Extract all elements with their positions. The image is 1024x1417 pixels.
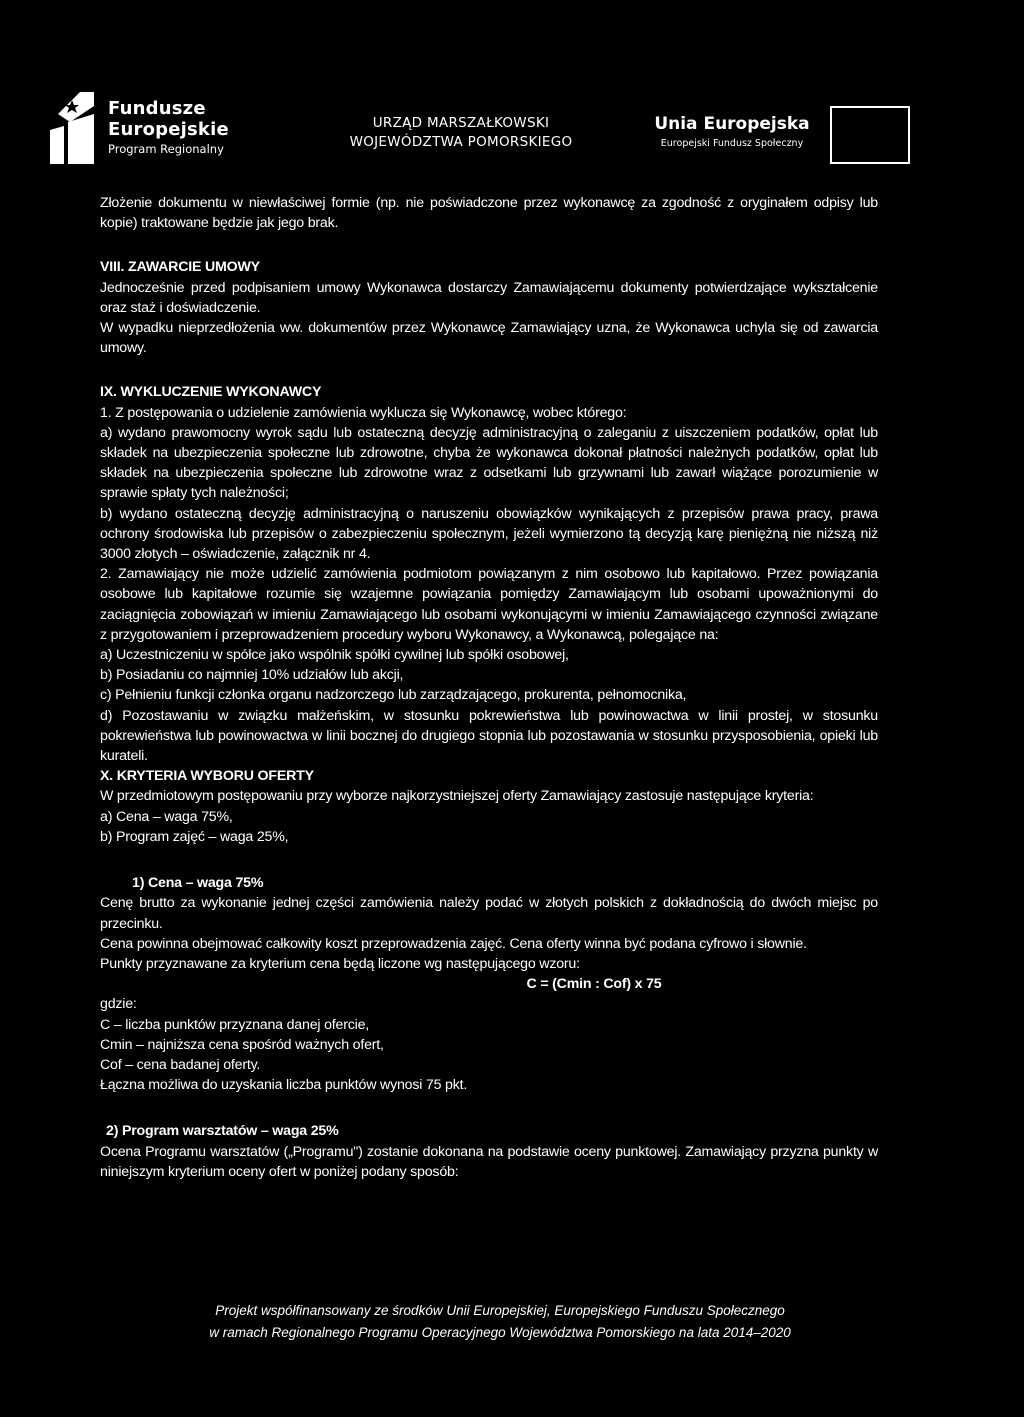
fe-line2: Europejskie [108, 119, 229, 140]
section-9-list-d: d) Pozostawaniu w związku małżeńskim, w stosunku pokrewieństwa lub powinowactwa w linii prostej, w stosunku pokrewieństwa lub powinowactwa w linii bocznej do drugiego stopnia lub pozostawania w stosunku przysposobienia, opieki lub kurateli. [100, 707, 878, 765]
eu-flag-icon [830, 106, 910, 164]
section-9-paragraph-1: 1. Z postępowania o udzielenie zamówienia wyklucza się Wykonawcę, wobec którego: [100, 404, 627, 421]
section-10-title: X. KRYTERIA WYBORU OFERTY [100, 768, 314, 785]
criterion-1-definition-c: C – liczba punktów przyznana danej ofercie, [100, 1016, 369, 1033]
footer-line2: w ramach Regionalnego Programu Operacyjnego Województwa Pomorskiego na lata 2014–2020 [209, 1325, 791, 1340]
criterion-1-paragraph-3: Punkty przyznawane za kryterium cena będą liczone wg następującego wzoru: [100, 955, 580, 972]
ue-title: Unia Europejska [654, 114, 810, 134]
fe-line1: Fundusze [108, 98, 206, 119]
section-9-list-c: c) Pełnieniu funkcji członka organu nadzorczego lub zarządzającego, prokurenta, pełnomocnika, [100, 687, 687, 704]
section-9-title: IX. WYKLUCZENIE WYKONAWCY [100, 384, 322, 401]
section-10-item-b: b) Program zajęć – waga 25%, [100, 828, 289, 845]
section-10-item-a: a) Cena – waga 75%, [100, 808, 233, 825]
page-header [0, 0, 1024, 185]
ue-subtitle: Europejski Fundusz Społeczny [660, 138, 804, 149]
criterion-1-formula: C = (Cmin : Cof) x 75 [526, 976, 662, 993]
criterion-1-definition-cof: Cof – cena badanej oferty. [100, 1056, 261, 1073]
criterion-1-total: Łączna możliwa do uzyskania liczba punktów wynosi 75 pkt. [100, 1077, 468, 1094]
section-9-item-b: b) wydano ostateczną decyzję administracyjną o naruszeniu obowiązków wynikających z przepisów prawa pracy, prawa ochrony środowiska lub przepisów o zabezpieczeniu społecznym, jeżeli wymierzono tą decyzją karę pieniężną nie niższą niż 3000 złotych – oświadczenie, załącznik nr 4. [100, 505, 878, 563]
section-9-paragraph-2: 2. Zamawiający nie może udzielić zamówienia podmiotom powiązanym z nim osobowo lub kapitałowo. Przez powiązania osobowe lub kapitałowe rozumie się wzajemne powiązania pomiędzy Zamawiającym lub osobami upoważnionymi do zaciągnięcia zobowiązań w imieniu Zamawiającego lub osobami wykonującymi w imieniu Zamawiającego czynności związane z przygotowaniem i przeprowadzeniem procedury wyboru Wykonawcy, a Wykonawcą, polegające na: [100, 566, 878, 643]
fe-logo-text [108, 100, 229, 156]
paragraph-document-form: Złożenie dokumentu w niewłaściwej formie (np. nie poświadczone przez wykonawcę za zgodność z oryginałem odpisy lub kopie) traktowane będzie jak jego brak. [100, 195, 878, 232]
urzad-line1: URZĄD MARSZAŁKOWSKI [372, 115, 550, 131]
urzad-line2: WOJEWÓDZTWA POMORSKIEGO [349, 133, 573, 150]
criterion-1-paragraph-2: Cena powinna obejmować całkowity koszt przeprowadzenia zajęć. Cena oferty winna być podana cyfrowo i słownie. [100, 935, 807, 952]
section-8-paragraph-2: W wypadku nieprzedłożenia ww. dokumentów przez Wykonawcę Zamawiający uzna, że Wykonawca uchyla się od zawarcia umowy. [100, 320, 878, 357]
criterion-1-gdzie: gdzie: [100, 996, 137, 1013]
document-body [100, 193, 878, 1182]
criterion-1-paragraph-1: Cenę brutto za wykonanie jednej części zamówienia należy podać w złotych polskich z dokładnością do dwóch miejsc po przecinku. [100, 895, 878, 932]
criterion-1-definition-cmin: Cmin – najniższa cena spośród ważnych ofert, [100, 1036, 384, 1053]
unia-europejska-logo-text [632, 114, 832, 149]
criterion-1-title: 1) Cena – waga 75% [132, 875, 264, 892]
section-9-list-a: a) Uczestniczeniu w spółce jako wspólnik spółki cywilnej lub spółki osobowej, [100, 647, 569, 664]
criterion-2-paragraph-1: Ocena Programu warsztatów („Programu") zostanie dokonana na podstawie oceny punktowej. Zamawiający przyzna punkty w niniejszym kryterium oceny ofert w poniżej podany sposób: [100, 1143, 878, 1180]
footer-line1: Projekt współfinansowany ze środków Unii Europejskiej, Europejskiego Funduszu Społecznego [215, 1303, 785, 1318]
section-8-paragraph-1: Jednocześnie przed podpisaniem umowy Wykonawca dostarczy Zamawiającemu dokumenty potwierdzające wykształcenie oraz staż i doświadczenie. [100, 279, 878, 316]
fundusze-europejskie-logo-icon [50, 92, 94, 164]
page-footer [100, 1300, 900, 1344]
section-10-paragraph-1: W przedmiotowym postępowaniu przy wyborze najkorzystniejszej oferty Zamawiający zastosuje następujące kryteria: [100, 788, 814, 805]
section-9-item-a: a) wydano prawomocny wyrok sądu lub ostateczną decyzję administracyjną o zaleganiu z uiszczeniem podatków, opłat lub składek na ubezpieczenia społeczne lub zdrowotne, chyba że wykonawca dokonał płatności należnych podatków, opłat lub składek na ubezpieczenia społeczne lub zdrowotne wraz z odsetkami lub grzywnami lub zawarł wiążące porozumienie w sprawie spłaty tych należności; [100, 424, 878, 502]
section-8-title: VIII. ZAWARCIE UMOWY [100, 259, 260, 276]
fe-line3: Program Regionalny [108, 142, 224, 156]
section-9-list-b: b) Posiadaniu co najmniej 10% udziałów lub akcji, [100, 667, 404, 684]
urzad-marszalkowski-logo [316, 114, 606, 152]
criterion-2-title: 2) Program warsztatów – waga 25% [106, 1123, 339, 1140]
